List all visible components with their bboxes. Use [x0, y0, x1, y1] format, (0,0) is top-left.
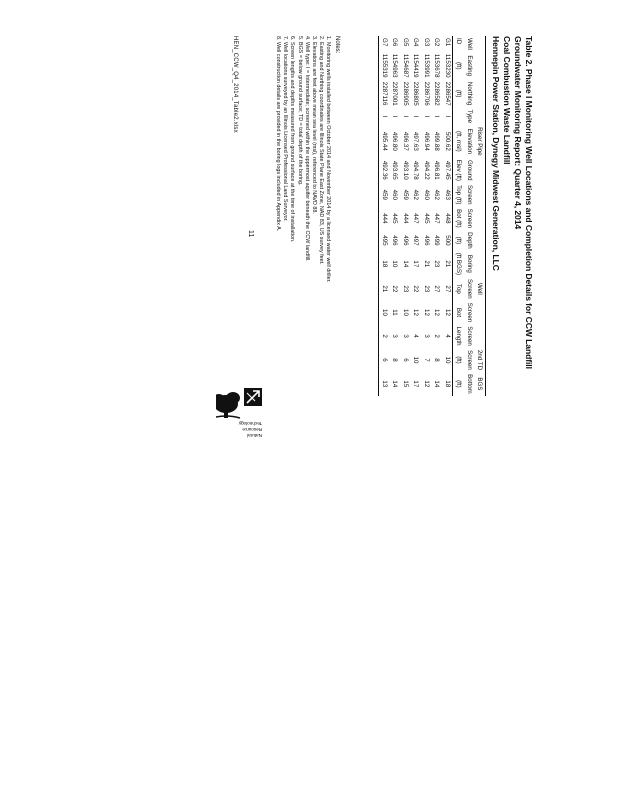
table-cell: 3 — [391, 334, 399, 338]
table-cell: 17 — [412, 380, 420, 388]
column-header: Easting — [465, 55, 473, 77]
table-cell: I — [422, 115, 430, 118]
table-cell: 10 — [379, 301, 390, 325]
column-header: Bot (ft) — [453, 207, 464, 231]
well-id-cell: G6 — [391, 38, 399, 47]
table-cell: 22 — [391, 285, 399, 293]
table-cell: 13 — [379, 372, 390, 396]
table-title: Table 2. Phase I Monitoring Well Locations and Completion Details for CCW Landfill — [524, 36, 534, 369]
column-header: Bottom — [465, 374, 473, 394]
table-row — [421, 36, 432, 396]
column-header — [475, 108, 486, 125]
note-item: 5. BGS = below ground surface; TD = total depth of the boring. — [296, 36, 303, 186]
table-cell: 14 — [391, 380, 399, 388]
company-logo — [216, 370, 266, 440]
column-header: Top (ft) — [453, 183, 464, 207]
table-cell: 10 — [412, 356, 420, 364]
table-cell: 495 — [379, 230, 390, 251]
logo-text-line2: Resource — [242, 427, 262, 432]
table-cell: 12 — [422, 380, 430, 388]
table-cell: 496 — [422, 235, 430, 246]
table-cell: 21 — [422, 260, 430, 268]
table-cell: 459 — [401, 189, 409, 200]
table-cell: 496.81 — [433, 160, 441, 180]
table-cell: 445 — [391, 213, 399, 224]
table-cell: 2286582 — [433, 81, 441, 106]
table-cell: 496 — [391, 235, 399, 246]
table-cell: 495.44 — [379, 125, 390, 158]
arrow-icon — [244, 388, 262, 406]
table-cell: 10 — [401, 309, 409, 316]
table-cell: I — [433, 115, 441, 118]
table-cell: 494.22 — [422, 160, 430, 180]
report-subtitle: Groundwater Monitoring Report: Quarter 4, 2014 — [513, 36, 523, 230]
column-header: (ft BGS) — [453, 251, 464, 277]
table-header-row — [475, 36, 486, 396]
column-header: Riser Pipe — [475, 125, 486, 158]
table-cell: I — [443, 115, 451, 118]
table-cell: 15 — [401, 380, 409, 388]
table-cell: 2286706 — [422, 81, 430, 106]
column-header: Length — [453, 324, 464, 348]
table-cell: 496.94 — [422, 131, 430, 151]
column-header: Well — [475, 277, 486, 301]
table-cell: 460 — [422, 189, 430, 200]
table-notes — [274, 36, 340, 366]
column-header: (ft) — [453, 52, 464, 80]
table-cell: 447 — [433, 213, 441, 224]
table-cell: 1154687 — [401, 53, 409, 78]
column-header: Depth — [465, 232, 473, 249]
table-cell: 27 — [443, 285, 451, 293]
column-header: Screen — [465, 184, 473, 205]
table-cell: 2287116 — [379, 80, 390, 108]
table-cell: 2286547 — [443, 81, 451, 106]
table-cell: 1154963 — [391, 53, 399, 78]
column-header: Screen — [465, 208, 473, 229]
column-header: Screen — [465, 302, 473, 323]
rotated-document-page — [210, 30, 540, 590]
column-header: (ft) — [453, 230, 464, 251]
table-cell: 497.63 — [412, 131, 420, 151]
table-cell: 462 — [412, 189, 420, 200]
column-header — [475, 251, 486, 277]
table-cell: 496 — [401, 235, 409, 246]
table-cell: 18 — [379, 251, 390, 277]
table-cell: I — [401, 115, 409, 118]
column-header — [475, 301, 486, 325]
table-cell: 444 — [379, 207, 390, 231]
table-cell: 4 — [443, 334, 451, 338]
table-cell: 499 — [433, 235, 441, 246]
note-item: 7. Well locations surveyed by an Illinois Licensed Professional Land Surveyor. — [282, 36, 289, 222]
table-cell: 14 — [401, 260, 409, 268]
table-header-row — [453, 36, 464, 396]
column-header: Type — [465, 109, 473, 124]
column-header: Elev (ft) — [453, 158, 464, 183]
table-cell: 27 — [433, 285, 441, 293]
facility-name: Coal Combustion Waste Landfill — [502, 36, 512, 165]
table-cell: 12 — [422, 309, 430, 316]
site-name: Hennepin Power Station, Dynegy Midwest Generation, LLC — [491, 36, 501, 271]
table-cell: 22 — [412, 285, 420, 293]
column-header — [475, 80, 486, 108]
table-cell: 447 — [412, 213, 420, 224]
table-cell: 493.10 — [401, 160, 409, 180]
column-header — [475, 324, 486, 348]
column-header: Ground — [465, 159, 473, 181]
logo-text-line3: Technology — [238, 421, 262, 426]
note-item: 3. Elevations are feet above mean sea level (msl), referenced to NAVD 88. — [310, 36, 317, 214]
note-item: 8. Well construction details are provided in the boring logs included in Appendix A. — [275, 36, 282, 232]
table-cell: 448 — [443, 213, 451, 224]
table-cell: 492.36 — [379, 158, 390, 183]
table-cell: I — [391, 115, 399, 118]
column-header — [475, 52, 486, 80]
logo-text-line1: Natural — [247, 433, 262, 438]
table-row — [411, 36, 422, 396]
well-completion-table — [378, 36, 486, 396]
table-cell: 23 — [433, 260, 441, 268]
table-row — [400, 36, 411, 396]
column-header — [475, 158, 486, 183]
column-header: (ft) — [453, 80, 464, 108]
table-cell: 12 — [443, 309, 451, 316]
column-header: BGS — [475, 372, 486, 396]
column-header — [453, 108, 464, 125]
table-cell: 1153991 — [422, 53, 430, 78]
table-cell: 10 — [391, 260, 399, 268]
note-item: 6. Screen lengths and depths measured from ground surface at the time of installation. — [289, 36, 296, 243]
column-header: (ft, msl) — [453, 125, 464, 158]
table-cell: 17 — [412, 260, 420, 268]
table-cell: 4 — [412, 334, 420, 338]
table-cell: 460 — [391, 189, 399, 200]
column-header — [475, 36, 486, 52]
table-cell: 462 — [433, 189, 441, 200]
table-row — [442, 36, 453, 396]
table-cell: 10 — [443, 356, 451, 364]
column-header: (ft) — [453, 348, 464, 372]
table-cell: 2287001 — [391, 81, 399, 106]
table-cell: 499.88 — [433, 131, 441, 151]
table-cell: 494.78 — [412, 160, 420, 180]
table-cell: 1154419 — [412, 53, 420, 78]
tree-icon — [216, 392, 240, 418]
column-header: Well — [465, 38, 473, 50]
table-cell: 8 — [433, 358, 441, 362]
table-cell: 500 — [443, 235, 451, 246]
page-number: 11 — [247, 230, 254, 238]
column-header — [475, 183, 486, 207]
column-header: Screen — [465, 326, 473, 346]
table-cell: 1155319 — [379, 52, 390, 80]
column-header: Bot — [453, 301, 464, 325]
well-id-cell: G1 — [443, 38, 451, 47]
table-cell: 444 — [401, 213, 409, 224]
column-header: Screen — [465, 350, 473, 370]
column-header: Boring — [465, 254, 473, 273]
column-header: 2nd TD — [475, 348, 486, 372]
table-cell: 21 — [379, 277, 390, 301]
table-cell: 12 — [433, 309, 441, 316]
well-id-cell: G3 — [422, 38, 430, 47]
table-cell: 497.45 — [443, 160, 451, 180]
table-cell: 463 — [443, 189, 451, 200]
table-cell: 2 — [379, 324, 390, 348]
table-cell: 2 — [433, 334, 441, 338]
table-cell: 496.80 — [391, 131, 399, 151]
note-item: 1. Monitoring wells installed between October 2014 and November 2014 by a licensed water well driller. — [324, 36, 331, 283]
table-cell: 6 — [379, 348, 390, 372]
well-id-cell: G2 — [433, 38, 441, 47]
table-cell: 8 — [391, 358, 399, 362]
table-row — [379, 36, 390, 396]
table-cell: 500.62 — [443, 131, 451, 151]
table-cell: 21 — [443, 260, 451, 268]
well-id-cell: G5 — [401, 38, 409, 47]
table-cell: 2286905 — [401, 81, 409, 106]
table-cell: 12 — [412, 309, 420, 316]
table-cell: 7 — [422, 358, 430, 362]
table-cell: 1153678 — [433, 53, 441, 78]
table-cell: 18 — [443, 380, 451, 388]
note-item: 2. Easting and Northing coordinates are Illinois State Plane East Zone, NAD 83, US survey feet. — [317, 36, 324, 265]
logo-graphic — [216, 370, 266, 440]
table-cell: 23 — [401, 285, 409, 293]
column-header — [475, 207, 486, 231]
column-header: Top — [453, 277, 464, 301]
table-cell: 3 — [401, 334, 409, 338]
well-id-cell: G7 — [379, 36, 390, 52]
well-id-cell: G4 — [412, 38, 420, 47]
column-header: Northing — [465, 81, 473, 106]
file-path: HEN_CCW_Q4_2014_Table2.xlsx — [232, 36, 238, 133]
column-header: (ft) — [453, 372, 464, 396]
column-header: Elevation — [465, 128, 473, 155]
table-row — [390, 36, 401, 396]
column-header: ID — [453, 36, 464, 52]
table-row — [432, 36, 443, 396]
column-header — [475, 230, 486, 251]
notes-heading: Notes: — [334, 36, 340, 54]
table-cell: 497 — [412, 235, 420, 246]
table-cell: 1153230 — [443, 53, 451, 78]
table-cell: 493.65 — [391, 160, 399, 180]
table-cell: I — [379, 108, 390, 125]
table-cell: 496.37 — [401, 131, 409, 151]
table-cell: I — [412, 115, 420, 118]
table-cell: 459 — [379, 183, 390, 207]
table-header-row — [464, 36, 475, 396]
table-cell: 14 — [433, 380, 441, 388]
table-cell: 445 — [422, 213, 430, 224]
table-cell: 2286805 — [412, 81, 420, 106]
table-cell: 11 — [391, 309, 399, 316]
column-header: Screen — [465, 279, 473, 299]
table-cell: 6 — [401, 358, 409, 362]
table-cell: 3 — [422, 334, 430, 338]
note-item: 4. Well type: I = Intermediate; screened within the uppermost aquifer beneath the CCW landfill. — [303, 36, 310, 262]
table-cell: 23 — [422, 285, 430, 293]
